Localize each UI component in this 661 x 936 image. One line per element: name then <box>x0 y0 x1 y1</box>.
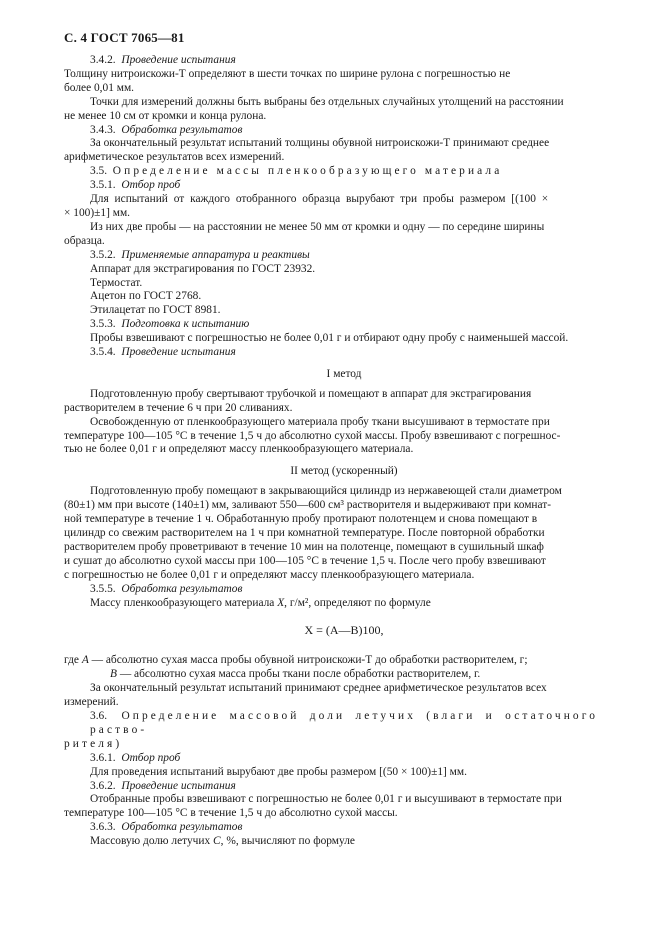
paragraph: Освобожденную от пленкообразующего материала пробу ткани высушивают в термостате при <box>90 415 550 428</box>
paragraph: ной температуре в течение 1 ч. Обработанную пробу протирают полотенцем и снова помещают в <box>64 513 538 526</box>
paragraph: Массовую долю летучих C, %, вычисляют по формуле <box>90 835 355 848</box>
list-item: Термостат. <box>90 276 143 289</box>
section-3-6: 3.6. Определение массовой доли летучих (влаги и остаточного раство- <box>90 709 598 736</box>
paragraph: Точки для измерений должны быть выбраны без отдельных случайных утолщений на расстоянии <box>90 95 564 108</box>
document-body <box>64 54 598 849</box>
paragraph: и сушат до абсолютно сухой массы при 100—105 °С в течение 1,5 ч. После чего пробу взвешивают <box>64 554 546 567</box>
paragraph: не менее 10 см от кромки и конца рулона. <box>64 109 267 122</box>
paragraph: более 0,01 мм. <box>64 81 135 94</box>
paragraph: Для испытаний от каждого отобранного образца вырубают три пробы размером [(100 × <box>90 193 549 206</box>
clause-3-5-3: 3.5.3. Подготовка к испытанию <box>90 318 250 331</box>
paragraph: Подготовленную пробу помещают в закрывающийся цилиндр из нержавеющей стали диаметром <box>90 485 562 498</box>
paragraph: Толщину нитроискожи-Т определяют в шести точках по ширине рулона с погрешностью не <box>64 67 511 80</box>
paragraph: Массу пленкообразующего материала X, г/м², определяют по формуле <box>90 596 431 609</box>
section-3-6-cont: рителя) <box>64 737 123 750</box>
paragraph: цилиндр со свежим растворителем на 1 ч при комнатной температуре. После повторной обработки <box>64 527 545 539</box>
list-item: Аппарат для экстрагирования по ГОСТ 23932. <box>90 262 316 275</box>
paragraph: растворителем в течение 6 ч при 20 сливаниях. <box>64 401 293 414</box>
paragraph: Подготовленную пробу свертывают трубочкой и помещают в аппарат для экстрагирования <box>90 387 532 400</box>
clause-3-5-4: 3.5.4. Проведение испытания <box>90 346 236 359</box>
paragraph: температуре 100—105 °С в течение 1,5 ч до абсолютно сухой массы. Пробу взвешивают с погрешнос- <box>64 429 561 442</box>
paragraph: арифметическое результатов всех измерений. <box>64 151 285 164</box>
paragraph: Пробы взвешивают с погрешностью не более 0,01 г и отбирают одну пробу с наименьшей массой. <box>90 332 569 345</box>
clause-3-5-2: 3.5.2. Применяемые аппаратура и реактивы <box>90 248 310 261</box>
paragraph: растворителем пробу проветривают в течение 10 мин на полотенце, помещают в сушильный шкаф <box>64 540 544 553</box>
formula: X = (A—B)100, <box>304 623 384 638</box>
clause-3-6-3: 3.6.3. Обработка результатов <box>90 821 243 834</box>
formula-legend-a: где A — абсолютно сухая масса пробы обувной нитроискожи-Т до обработки растворителем, г; <box>64 654 528 667</box>
section-3-5: 3.5. Определение массы пленкообразующего материала <box>90 165 503 178</box>
method-1-heading: I метод <box>326 367 362 380</box>
list-item: Ацетон по ГОСТ 2768. <box>90 290 202 303</box>
clause-3-6-2: 3.6.2. Проведение испытания <box>90 779 236 792</box>
method-2-heading: II метод (ускоренный) <box>290 465 398 478</box>
paragraph: образца. <box>64 234 105 247</box>
paragraph: Из них две пробы — на расстоянии не менее 50 мм от кромки и одну — по середине ширины <box>90 220 545 233</box>
paragraph: Отобранные пробы взвешивают с погрешностью не более 0,01 г и высушивают в термостате при <box>90 793 562 806</box>
page-header: С. 4 ГОСТ 7065—81 <box>64 30 185 45</box>
clause-3-6-1: 3.6.1. Отбор проб <box>90 751 181 764</box>
clause-3-5-5: 3.5.5. Обработка результатов <box>90 582 243 595</box>
paragraph: Для проведения испытаний вырубают две пробы размером [(50 × 100)±1] мм. <box>90 765 467 778</box>
paragraph: с погрешностью не более 0,01 г и определяют массу пленкообразующего материала. <box>64 568 475 581</box>
paragraph: За окончательный результат испытаний принимают среднее арифметическое результатов всех <box>90 682 547 695</box>
formula-legend-b: B — абсолютно сухая масса пробы ткани после обработки растворителем, г. <box>110 668 481 681</box>
paragraph: тью не более 0,01 г и определяют массу пленкообразующего материала. <box>64 443 414 456</box>
list-item: Этилацетат по ГОСТ 8981. <box>90 304 221 317</box>
paragraph: × 100)±1] мм. <box>64 206 131 219</box>
paragraph: измерений. <box>64 696 119 709</box>
paragraph: За окончательный результат испытаний толщины обувной нитроискожи-Т принимают среднее <box>90 137 550 150</box>
clause-3-5-1: 3.5.1. Отбор проб <box>90 179 181 192</box>
clause-3-4-2: 3.4.2. Проведение испытания <box>90 54 236 66</box>
clause-3-4-3: 3.4.3. Обработка результатов <box>90 123 243 136</box>
paragraph: (80±1) мм при высоте (140±1) мм, заливают 550—600 см³ растворителя и выдерживают при комнат- <box>64 499 552 512</box>
paragraph: температуре 100—105 °С в течение 1,5 ч до абсолютно сухой массы. <box>64 807 398 820</box>
